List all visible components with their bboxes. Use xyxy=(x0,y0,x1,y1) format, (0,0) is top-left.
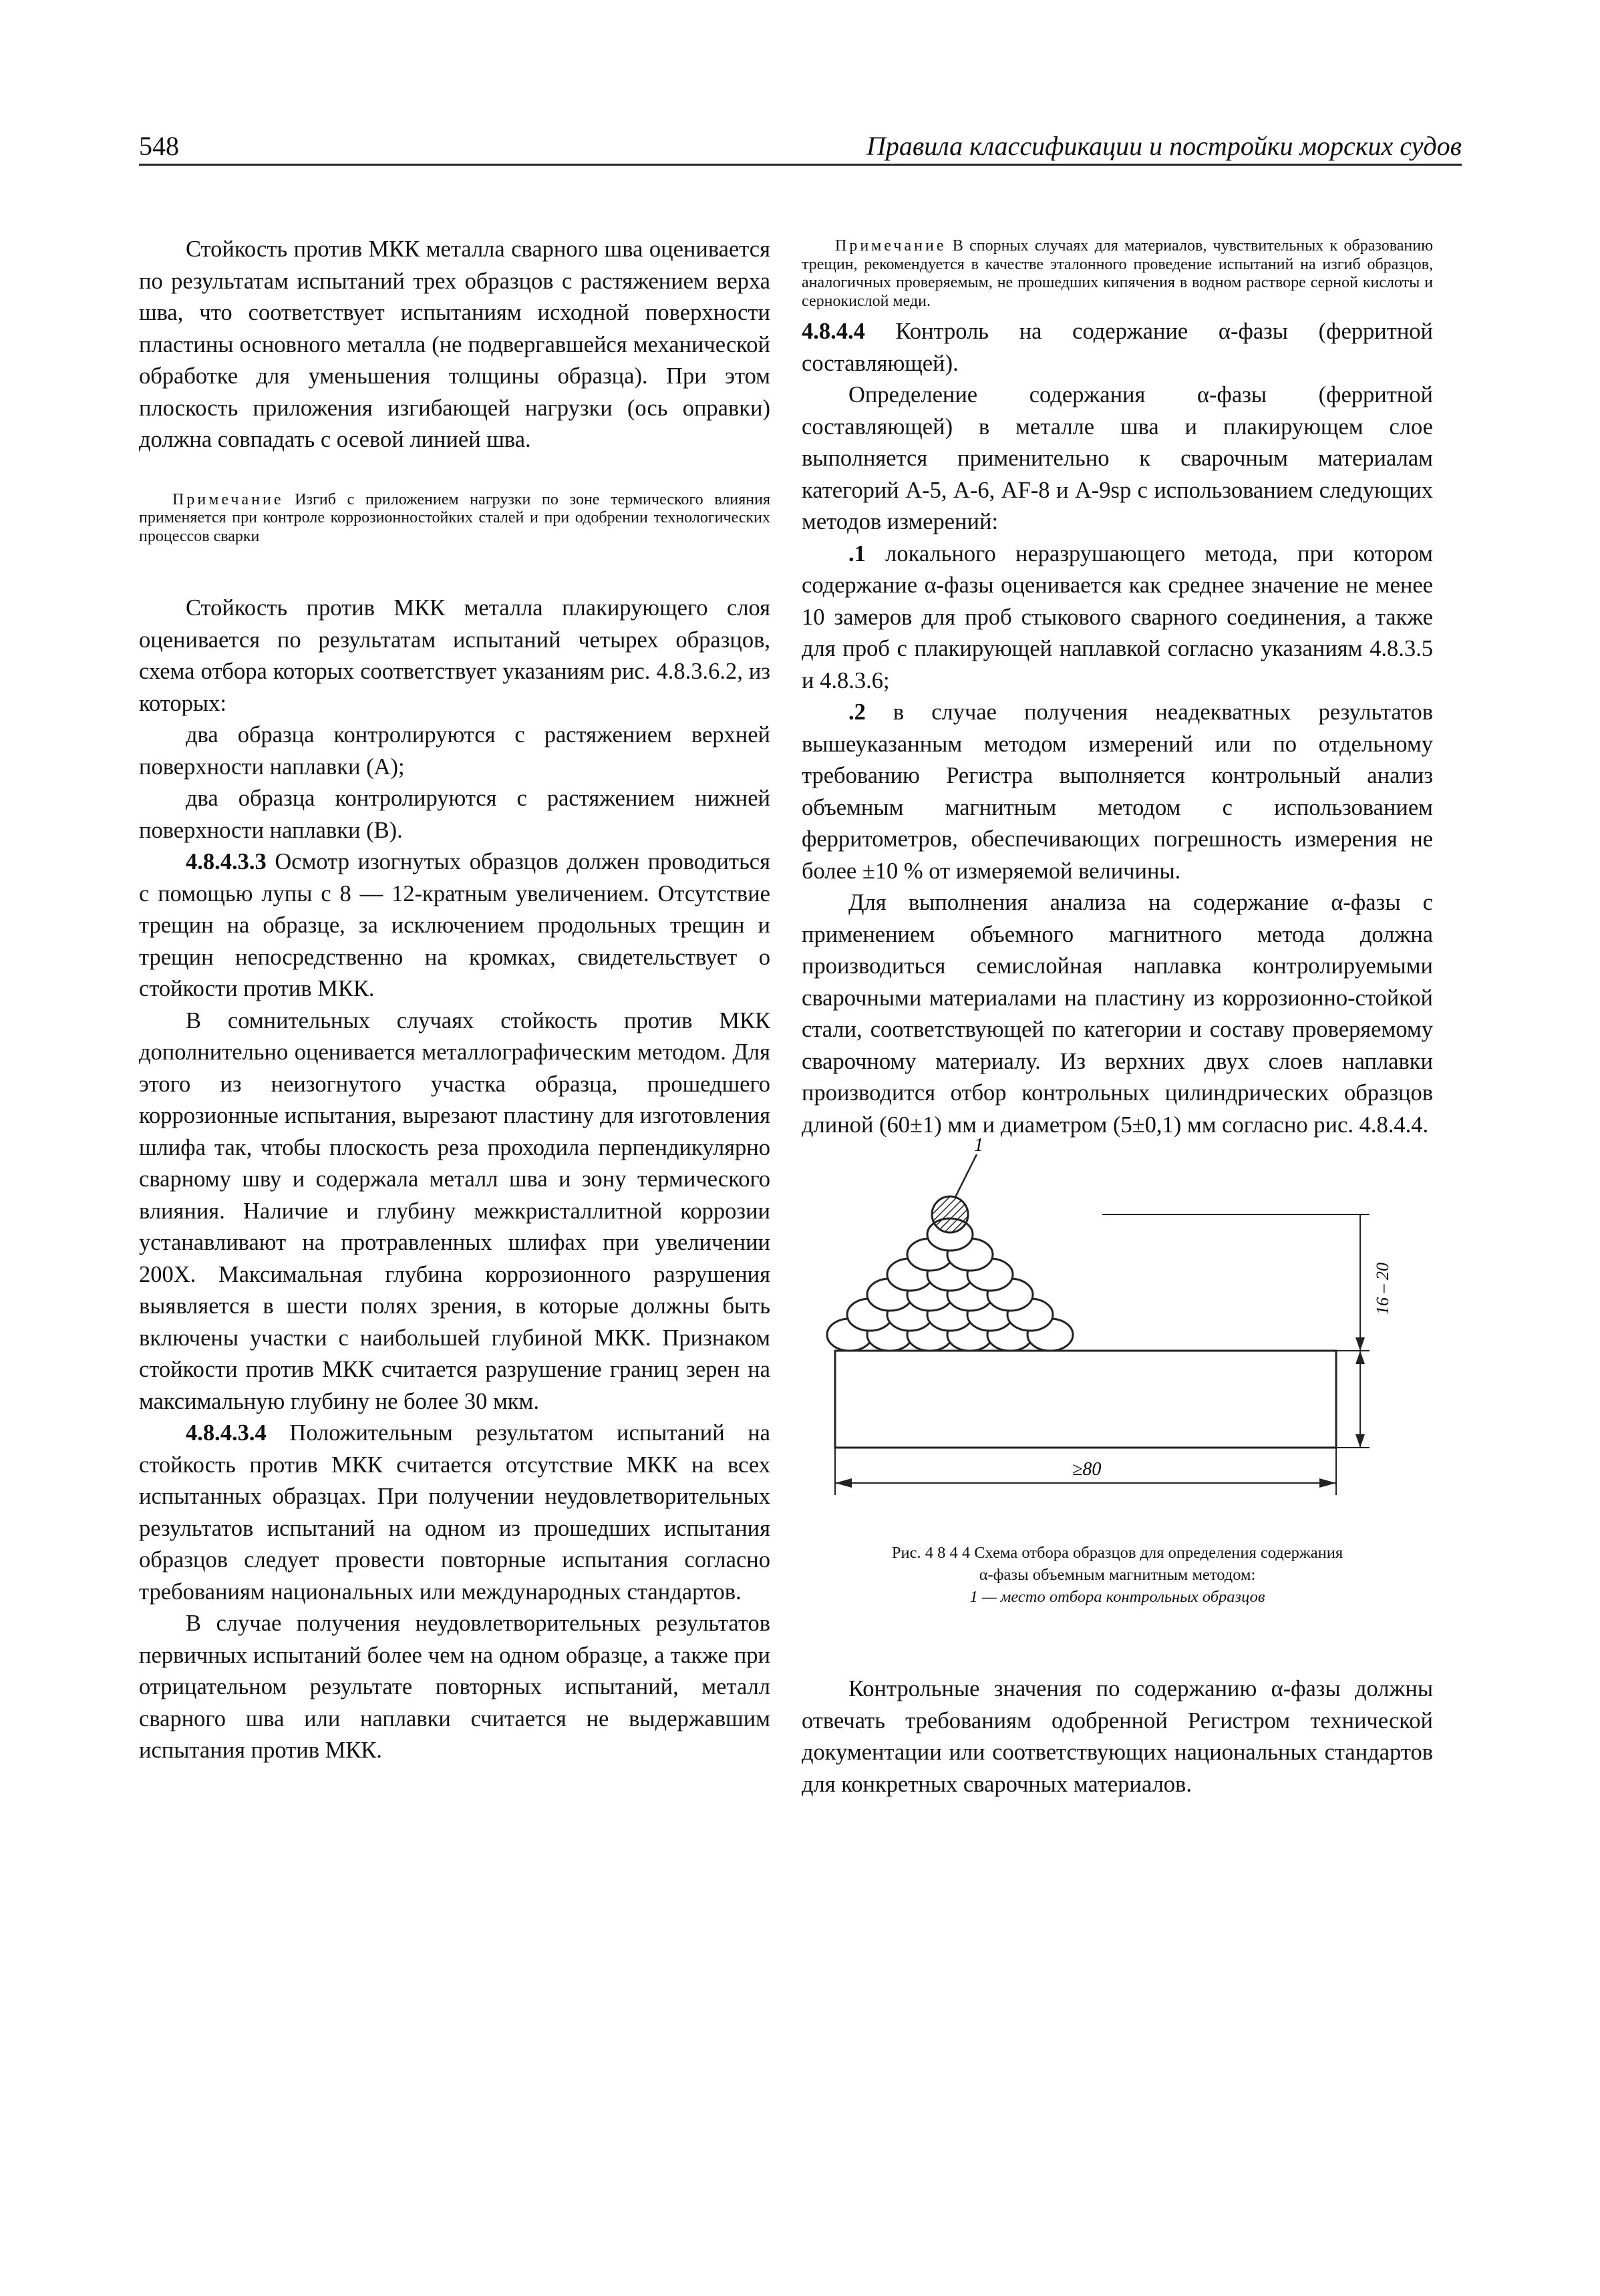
note xyxy=(139,491,770,546)
header-rule xyxy=(139,164,1462,166)
control-sample-circle xyxy=(932,1196,968,1233)
paragraph xyxy=(139,846,770,1005)
paragraph xyxy=(802,697,1433,887)
paragraph: Для выполнения анализа на содержание α-фазы с применением объемного магнитного метода должна производиться семислойная наплавка контролируемыми сварочными материалами на пластину из коррозионно-стойкой стали, соответствующей по категории и составу проверяемому сварочному материалу. Из верхних двух слоев наплавки производится отбор контрольных цилиндрических образцов длиной (60±1) мм и диаметром (5±0,1) мм согласно рис. 4.8.4.4. xyxy=(802,890,1433,1138)
leader-line xyxy=(955,1154,977,1197)
section-number: 4.8.4.4 xyxy=(802,319,865,344)
page-header xyxy=(139,130,1462,170)
section-number: 4.8.4.3.3 xyxy=(186,849,267,874)
weld-bead-layers xyxy=(827,1218,1073,1351)
item-number: .2 xyxy=(848,699,866,725)
caption-line: Рис. 4 8 4 4 Схема отбора образцов для определения содержания xyxy=(891,1544,1343,1562)
running-title: Правила классификации и постройки морских судов xyxy=(866,131,1462,161)
paragraph-text: Контроль на содержание α-фазы (ферритной составляющей). xyxy=(802,319,1433,376)
paragraph: Стойкость против МКК металла плакирующего слоя оценивается по результатам испытаний четырех образцов, схема отбора которых соответствует указаниям рис. 4.8.3.6.2, из которых: xyxy=(139,595,770,716)
dim-width-label: ≥80 xyxy=(1072,1459,1102,1480)
paragraph-text: локального неразрушающего метода, при котором содержание α-фазы оценивается как среднее значение не менее 10 замеров для проб стыкового сварного соединения, а также для проб с плакирующей наплавкой согласно указаниям 4.8.3.5 и 4.8.3.6; xyxy=(802,540,1433,693)
right-column xyxy=(802,237,1433,1800)
paragraph-text: в случае получения неадекватных результатов вышеуказанным методом измерений или по отдельному требованию Регистра выполняется контрольный анализ объемным магнитным методом с использованием ферритометров, обеспечивающих погрешность измерения не более ±10 % от измеряемой величины. xyxy=(802,699,1433,884)
item-number: .1 xyxy=(848,540,866,566)
base-plate xyxy=(835,1351,1336,1448)
section-heading xyxy=(802,316,1433,379)
label-1: 1 xyxy=(974,1135,983,1156)
section-number: 4.8.4.3.4 xyxy=(186,1420,267,1446)
figure-drawing xyxy=(802,1135,1433,1542)
paragraph xyxy=(139,1418,770,1608)
paragraph-text: Осмотр изогнутых образцов должен проводиться с помощью лупы с 8 — 12-кратным увеличением. Отсутствие трещин на образце, за исключением продольных трещин и трещин непосредственно на кромках, свидетельствует о стойкости против МКК. xyxy=(139,849,770,1001)
figure-caption xyxy=(802,1542,1433,1608)
paragraph: два образца контролируются с растяжением верхней поверхности наплавки (А); xyxy=(139,722,770,780)
note-label: Примечание xyxy=(172,490,284,508)
page-number: 548 xyxy=(139,131,179,161)
note-text: Изгиб с приложением нагрузки по зоне термического влияния применяется при контроле коррозионностойких сталей и при одобрении технологических процессов сварки xyxy=(139,490,770,545)
paragraph: два образца контролируются с растяжением нижней поверхности наплавки (В). xyxy=(139,786,770,843)
note-label: Примечание xyxy=(835,237,947,255)
paragraph xyxy=(802,538,1433,697)
figure-sampling-scheme xyxy=(802,1135,1433,1542)
paragraph: Стойкость против МКК металла сварного шва оценивается по результатам испытаний трех образцов с растяжением верха шва, что соответствует испытаниям исходной поверхности пластины основного металла (не подвергавшейся механической обработке для уменьшения толщины образца). При этом плоскость приложения изгибающей нагрузки (ось оправки) должна совпадать с осевой линией шва. xyxy=(139,236,770,452)
caption-line: α-фазы объемным магнитным методом: xyxy=(979,1566,1256,1584)
left-column xyxy=(139,234,770,1767)
dim-height-label: 16 – 20 xyxy=(1373,1263,1392,1315)
paragraph-text: Положительным результатом испытаний на стойкость против МКК считается отсутствие МКК на всех испытанных образцах. При получении неудовлетворительных результатов испытаний на одном из прошедших испытания образцов следует провести повторные испытания согласно требованиям национальных или международных стандартов. xyxy=(139,1420,770,1605)
paragraph: Контрольные значения по содержанию α-фазы должны отвечать требованиям одобренной Регистром технической документации или соответствующих национальных стандартов для конкретных сварочных материалов. xyxy=(802,1676,1433,1797)
paragraph: В случае получения неудовлетворительных результатов первичных испытаний более чем на одном образце, а также при отрицательном результате повторных испытаний, металл сварного шва или наплавки считается не выдержавшим испытания против МКК. xyxy=(139,1611,770,1763)
caption-line: 1 — место отбора контрольных образцов xyxy=(969,1588,1265,1606)
note xyxy=(802,237,1433,311)
note-text: В спорных случаях для материалов, чувствительных к образованию трещин, рекомендуется в качестве эталонного проведение испытаний на изгиб образцов, аналогичных проверяемым, не прошедших кипячения в водном растворе серной кислоты и сернокислой меди. xyxy=(802,237,1433,310)
paragraph: Определение содержания α-фазы (ферритной составляющей) в металле шва и плакирующем слое выполняется применительно к сварочным материалам категорий А-5, А-6, AF-8 и A-9sp с использованием следующих методов измерений: xyxy=(802,382,1433,534)
paragraph: В сомнительных случаях стойкость против МКК дополнительно оценивается металлографическим методом. Для этого из неизогнутого участка образца, прошедшего коррозионные испытания, вырезают пластину для изготовления шлифа так, чтобы плоскость реза проходила перпендикулярно сварному шву и содержала металл шва и зону термического влияния. Наличие и глубину межкристаллитной коррозии устанавливают на протравленных шлифах при увеличении 200X. Максимальная глубина коррозионного разрушения выявляется в шести полях зрения, в которые должны быть включены участки с наибольшей глубиной МКК. Признаком стойкости против МКК считается разрушение границ зерен на максимальную глубину не более 30 мкм. xyxy=(139,1007,770,1414)
